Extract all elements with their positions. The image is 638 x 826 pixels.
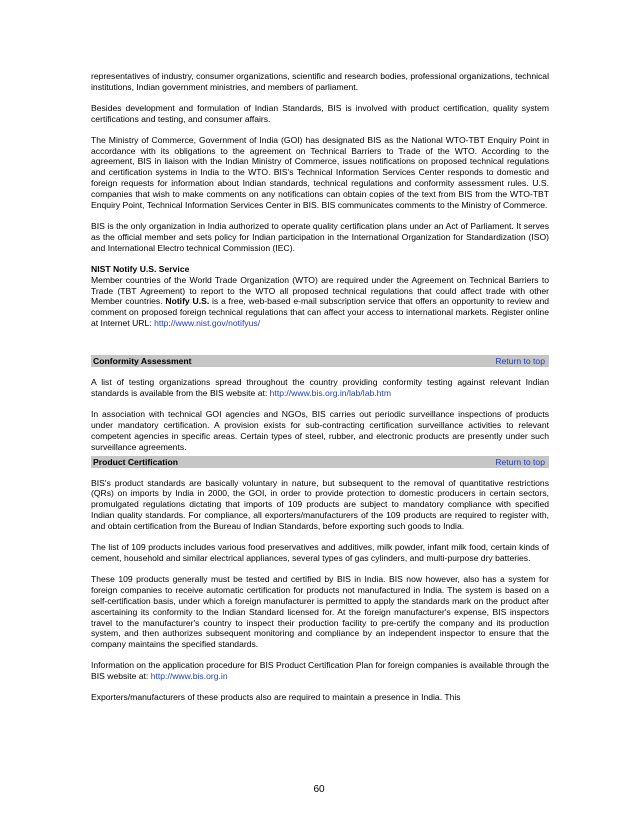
paragraph-bis-certification: Besides development and formulation of Indian Standards, BIS is involved with product certification, quality system certifications and testing, and consumer affairs. [91, 102, 549, 124]
return-to-top-link-1[interactable]: Return to top [495, 356, 545, 367]
nist-notify-bold: Notify U.S. [165, 296, 210, 307]
ca1-text: A list of testing organizations spread throughout the country providing conformity testing against relevant Indian standards is available from the BIS website at: [91, 377, 549, 399]
bis-lab-link[interactable]: http://www.bis.org.in/lab/lab.htm [269, 388, 391, 399]
section-title-conformity-assessment: Conformity Assessment [93, 356, 192, 367]
nist-notify-link[interactable]: http://www.nist.gov/notifyus/ [154, 318, 261, 329]
paragraph-bis-authority: BIS is the only organization in India authorized to operate quality certification plans under an Act of Parliament. It serves as the official member and sets policy for Indian participation in the International Organization for Standardization (ISO) and International Electro technical Commission (IEC). [91, 220, 549, 253]
paragraph-self-certification: These 109 products generally must be tested and certified by BIS in India. BIS now however, also has a system for foreign companies to receive automatic certification for products not manufactured in India. The system is based on a self-certification basis, under which a foreign manufacturer is permitted to apply the standards mark on the product after ascertaining its conformity to the Indian Standard licensed for. At the foreign manufacturer's expense, BIS inspectors travel to the manufacturer's country to inspect their production facility to pre-certify the company and its production system, and then authorizes subsequent monitoring and compliance by an independent inspector to ensure that the company maintains the specified standards. [91, 573, 549, 650]
section-header-conformity-assessment [91, 355, 549, 367]
paragraph-exporters-presence: Exporters/manufacturers of these products also are required to maintain a presence in India. This [91, 692, 461, 703]
return-to-top-link-2[interactable]: Return to top [495, 456, 545, 467]
nist-text-b: is a free, web-based e-mail subscription service that offers an opportunity to review and comment on proposed foreign technical regulations that can affect your access to international markets. Register online at Internet URL: [91, 296, 550, 329]
paragraph-application-procedure [91, 660, 549, 682]
paragraph-product-standards: BIS's product standards are basically voluntary in nature, but subsequent to the removal of quantitative restrictions (QRs) on imports by India in 2000, the GOI, in order to provide protection to domestic producers in certain sectors, promulgated regulations dictating that imports of 109 products are subject to mandatory compliance with specified Indian quality standards. For compliance, all exporters/manufacturers of the 109 products are required to register with, and obtain certification from the Bureau of Indian Standards, before exporting such goods to India. [91, 477, 549, 532]
bis-website-link[interactable]: http://www.bis.org.in [150, 671, 228, 682]
paragraph-wto-tbt-enquiry: The Ministry of Commerce, Government of India (GOI) has designated BIS as the National WTO-TBT Enquiry Point in accordance with its obligations to the agreement on Technical Barriers to Trade of the WTO. According to the agreement, BIS in liaison with the Indian Ministry of Commerce, issues notifications on proposed technical regulations and certification systems in India to the WTO. BIS's Technical Information Services Center responds to domestic and foreign requests for information about Indian standards, technical regulations and conformity assessment rules. U.S. companies that wish to make comments on any notifications can obtain copies of the text from BIS from the WTO-TBT Enquiry Point, Technical Information Services Center in BIS. BIS communicates comments to the Ministry of Commerce. [91, 134, 549, 211]
spacer [91, 339, 549, 355]
paragraph-bis-members: representatives of industry, consumer organizations, scientific and research bodies, professional organizations, technical institutions, Indian government ministries, and members of parliament. [91, 71, 549, 92]
page-content [91, 71, 549, 703]
paragraph-testing-organizations [91, 377, 549, 399]
section-header-product-certification [91, 456, 549, 468]
paragraph-surveillance: In association with technical GOI agencies and NGOs, BIS carries out periodic surveillance inspections of products under mandatory certification. A provision exists for sub-contracting certification surveillance activities to relevant competent agencies in specific areas. Certain types of steel, rubber, and electronic products are presently under such surveillance agreements. [91, 408, 549, 452]
page-number: 60 [313, 784, 325, 795]
nist-text-a: Member countries of the World Trade Organization (WTO) are required under the Agreement on Technical Barriers to Trade (TBT Agreement) to report to the WTO all proposed technical regulations that could affect trade with other Member countries. [91, 274, 549, 307]
pc4-text: Information on the application procedure for BIS Product Certification Plan for foreign companies is available through the BIS website at: [91, 660, 549, 682]
nist-heading: NIST Notify U.S. Service [91, 263, 190, 274]
paragraph-nist-notify [91, 264, 549, 329]
paragraph-109-products: The list of 109 products includes various food preservatives and additives, milk powder, infant milk food, certain kinds of cement, household and similar electrical appliances, several types of gas cylinders, and multi-purpose dry batteries. [91, 542, 549, 563]
section-title-product-certification: Product Certification [93, 456, 178, 467]
